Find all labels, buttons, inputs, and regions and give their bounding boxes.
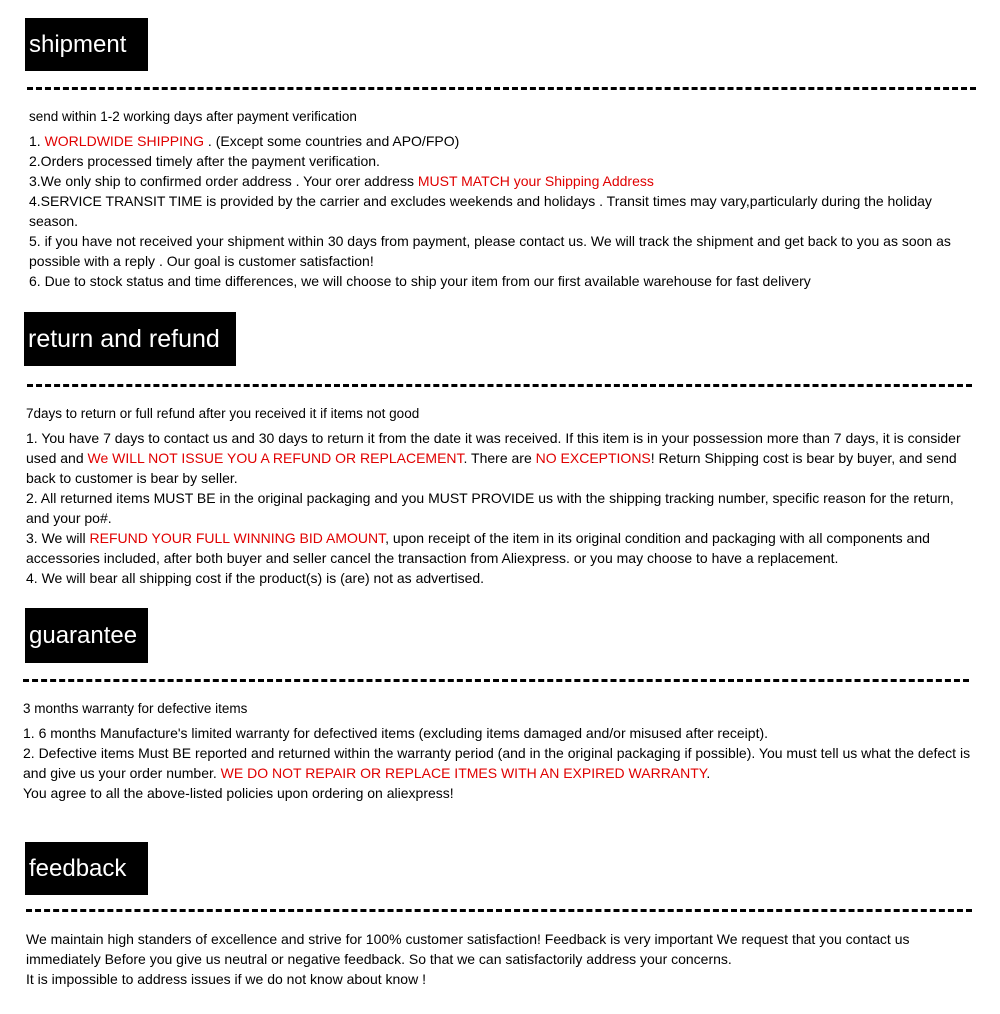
return-item-1: 1. You have 7 days to contact us and 30 days to return it from the date it was received. If this item is in your possession more than 7 days, it is consider used and We WILL NOT ISSUE YOU A REFUND OR REPLACEMENT. There are NO EXCEPTIONS! Return Shipping cost is bear by buyer, and send back to customer is bear by seller.: [26, 430, 961, 486]
guarantee-body: [23, 699, 973, 803]
shipment-item-4: 4.SERVICE TRANSIT TIME is provided by the carrier and excludes weekends and holidays . Transit times may vary,particularly during the holiday season.: [29, 193, 932, 229]
feedback-divider: [26, 909, 972, 912]
guarantee-item-2: 2. Defective items Must BE reported and returned within the warranty period (and in the original packaging if possible). You must tell us what the defect is and give us your order number. WE DO NOT REPAIR OR REPLACE ITMES WITH AN EXPIRED WARRANTY.: [23, 745, 971, 781]
guarantee-divider: [23, 679, 969, 682]
shipment-heading: shipment: [25, 18, 148, 71]
return-refund-divider: [27, 384, 972, 387]
shipment-body: [29, 107, 959, 291]
guarantee-heading: guarantee: [25, 608, 148, 663]
feedback-note: It is impossible to address issues if we do not know about know !: [26, 971, 426, 987]
shipment-item-6: 6. Due to stock status and time differences, we will choose to ship your item from our first available warehouse for fast delivery: [29, 273, 811, 289]
feedback-body: [26, 929, 971, 989]
no-refund-highlight: We WILL NOT ISSUE YOU A REFUND OR REPLACEMENT: [87, 450, 464, 466]
shipment-item-1: 1. WORLDWIDE SHIPPING . (Except some countries and APO/FPO): [29, 133, 460, 149]
return-refund-body: [26, 404, 966, 588]
full-refund-highlight: REFUND YOUR FULL WINNING BID AMOUNT: [89, 530, 386, 546]
worldwide-shipping-highlight: WORLDWIDE SHIPPING: [44, 133, 205, 149]
no-repair-highlight: WE DO NOT REPAIR OR REPLACE ITMES WITH AN EXPIRED WARRANTY: [220, 765, 707, 781]
shipment-divider: [27, 87, 976, 90]
return-refund-intro: 7days to return or full refund after you received it if items not good: [26, 406, 420, 421]
shipment-item-3: 3.We only ship to confirmed order address . Your orer address MUST MATCH your Shipping Address: [29, 173, 654, 189]
guarantee-item-1: 1. 6 months Manufacture's limited warranty for defectived items (excluding items damaged and/or misused after receipt).: [23, 725, 769, 741]
return-item-4: 4. We will bear all shipping cost if the product(s) is (are) not as advertised.: [26, 570, 485, 586]
no-exceptions-highlight: NO EXCEPTIONS: [535, 450, 651, 466]
return-item-3: 3. We will REFUND YOUR FULL WINNING BID AMOUNT, upon receipt of the item in its original condition and packaging with all components and accessories included, after both buyer and seller cancel the transaction from Aliexpress. or you may choose to have a replacement.: [26, 530, 930, 566]
feedback-heading: feedback: [25, 842, 148, 895]
return-refund-heading: return and refund: [24, 312, 236, 366]
shipment-item-5: 5. if you have not received your shipment within 30 days from payment, please contact us. We will track the shipment and get back to you as soon as possible with a reply . Our goal is customer satisfaction!: [29, 233, 951, 269]
shipment-item-2: 2.Orders processed timely after the payment verification.: [29, 153, 380, 169]
guarantee-intro: 3 months warranty for defective items: [23, 701, 248, 716]
return-item-2: 2. All returned items MUST BE in the original packaging and you MUST PROVIDE us with the shipping tracking number, specific reason for the return, and your po#.: [26, 490, 954, 526]
guarantee-agreement: You agree to all the above-listed policies upon ordering on aliexpress!: [23, 785, 454, 801]
feedback-paragraph: We maintain high standers of excellence and strive for 100% customer satisfaction! Feedback is very important We request that you contact us immediately Before you give us neutral or negative feedback. So that we can satisfactorily address your concerns.: [26, 931, 910, 967]
shipment-intro: send within 1-2 working days after payment verification: [29, 109, 357, 124]
must-match-highlight: MUST MATCH your Shipping Address: [417, 173, 654, 189]
